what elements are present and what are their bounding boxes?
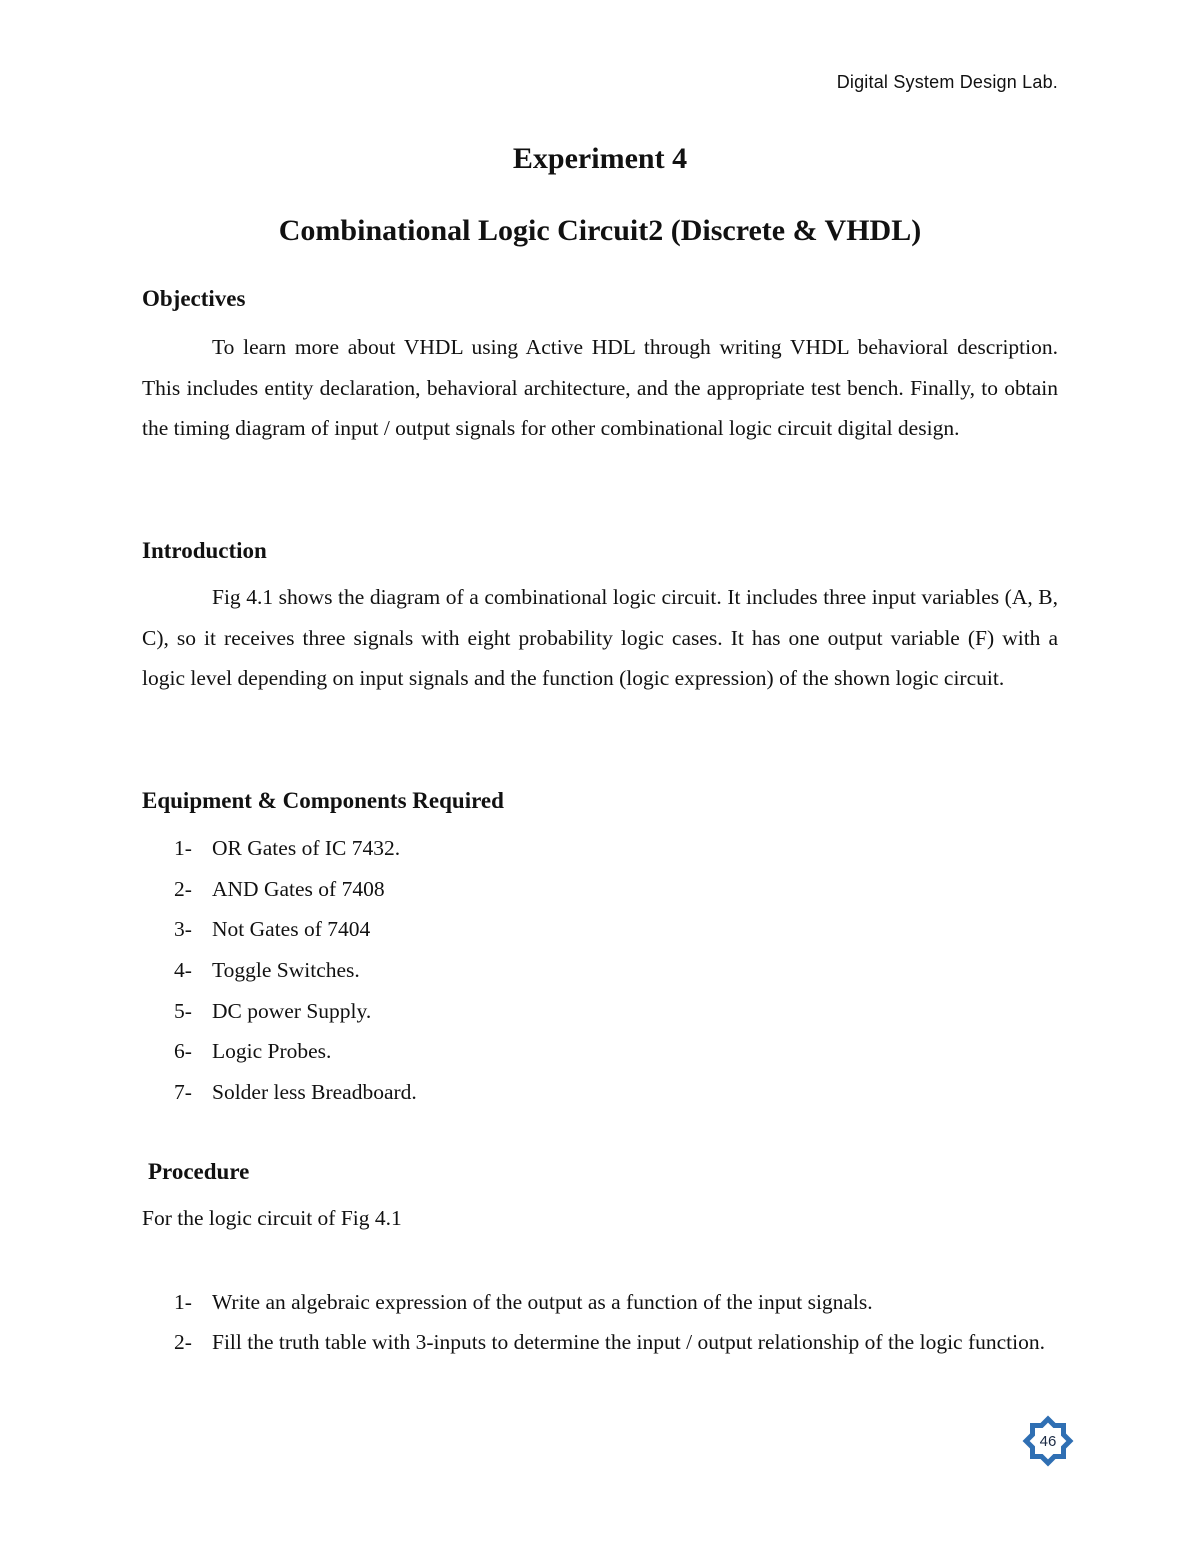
introduction-heading: Introduction [142, 538, 267, 563]
step-number: 2- [174, 1330, 192, 1354]
item-number: 6- [174, 1039, 192, 1064]
experiment-subtitle: Combinational Logic Circuit2 (Discrete & VHDL) [278, 214, 922, 247]
step-text: Fill the truth table with 3-inputs to determine the input / output relationship of the logic function. [212, 1330, 1045, 1354]
page-number-badge [1020, 1413, 1076, 1469]
list-item [142, 828, 417, 869]
objectives-paragraph: To learn more about VHDL using Active HDL through writing VHDL behavioral description. This includes entity declaration, behavioral architecture, and the appropriate test bench. Finally, to obtain the timing diagram of input / output signals for other combinational logic circuit digital design. [142, 335, 1058, 440]
list-item [142, 909, 417, 950]
procedure-intro: For the logic circuit of Fig 4.1 [142, 1206, 402, 1230]
list-item [142, 1282, 1058, 1322]
item-text: Not Gates of 7404 [212, 917, 371, 942]
list-item [142, 1322, 1058, 1362]
list-item [142, 1072, 417, 1113]
objectives-heading: Objectives [142, 286, 246, 311]
item-number: 3- [174, 917, 192, 942]
item-number: 1- [174, 836, 192, 860]
page-number: 46 [1039, 1433, 1057, 1450]
item-number: 4- [174, 958, 192, 983]
item-number: 2- [174, 876, 192, 901]
item-text: Solder less Breadboard. [212, 1080, 417, 1105]
procedure-steps [142, 1282, 1058, 1362]
item-text: AND Gates of 7408 [212, 876, 385, 901]
step-text: Write an algebraic expression of the output as a function of the input signals. [212, 1290, 873, 1314]
step-number: 1- [174, 1290, 192, 1314]
list-item [142, 869, 417, 910]
item-text: Logic Probes. [212, 1039, 332, 1064]
item-text: DC power Supply. [212, 998, 372, 1023]
introduction-paragraph: Fig 4.1 shows the diagram of a combinational logic circuit. It includes three input variables (A, B, C), so it receives three signals with eight probability logic cases. It has one output variable (F) with a logic level depending on input signals and the function (logic expression) of the shown logic circuit. [142, 585, 1058, 690]
procedure-heading: Procedure [148, 1159, 250, 1184]
running-header: Digital System Design Lab. [836, 72, 1058, 92]
equipment-heading: Equipment & Components Required [142, 788, 504, 813]
equipment-list [142, 828, 417, 1113]
item-text: OR Gates of IC 7432. [212, 836, 401, 860]
list-item [142, 950, 417, 991]
item-number: 7- [174, 1080, 192, 1105]
experiment-title: Experiment 4 [512, 142, 688, 175]
item-number: 5- [174, 998, 192, 1023]
list-item [142, 1031, 417, 1072]
item-text: Toggle Switches. [212, 958, 360, 983]
list-item [142, 991, 417, 1032]
